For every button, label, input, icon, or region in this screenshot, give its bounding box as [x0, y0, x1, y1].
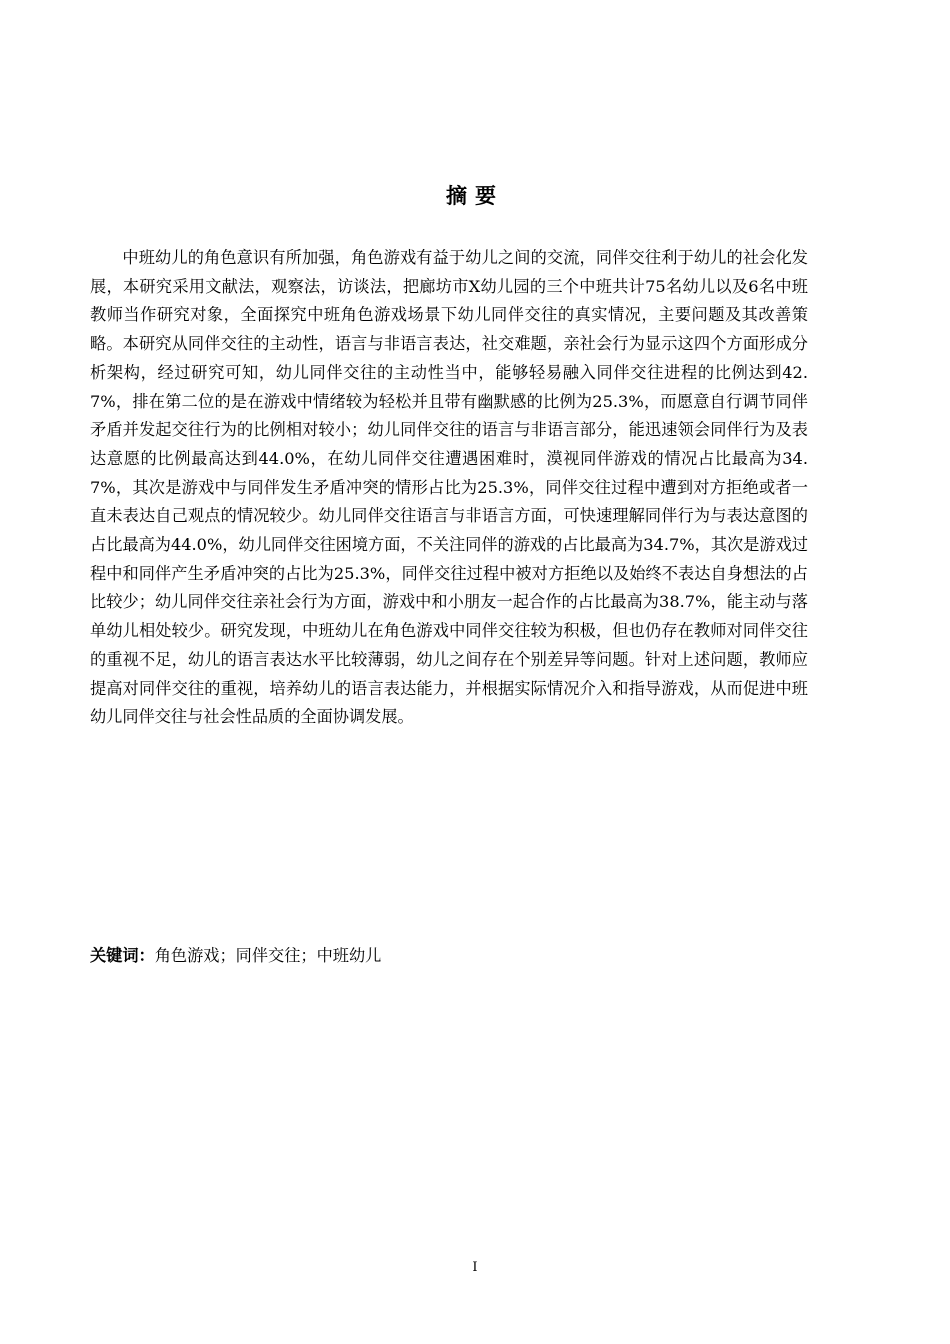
keywords-line [90, 942, 808, 970]
keywords-list: 角色游戏；同伴交往；中班幼儿 [154, 946, 382, 965]
keywords-label: 关键词： [90, 946, 155, 965]
page-number: I [472, 1260, 478, 1275]
abstract-paragraph: 中班幼儿的角色意识有所加强，角色游戏有益于幼儿之间的交流，同伴交往利于幼儿的社会化发展，本研究采用文献法，观察法，访谈法，把廊坊市X幼儿园的三个中班共计75名幼儿以及6名中班教师当作研究对象，全面探究中班角色游戏场景下幼儿同伴交往的真实情况，主要问题及其改善策略。本研究从同伴交往的主动性，语言与非语言表达，社交难题，亲社会行为显示这四个方面形成分析架构，经过研究可知，幼儿同伴交往的主动性当中，能够轻易融入同伴交往进程的比例达到42.7%，排在第二位的是在游戏中情绪较为轻松并且带有幽默感的比例为25.3%，而愿意自行调节同伴矛盾并发起交往行为的比例相对较小；幼儿同伴交往的语言与非语言部分，能迅速领会同伴行为及表达意愿的比例最高达到44.0%，在幼儿同伴交往遭遇困难时，漠视同伴游戏的情况占比最高为34.7%，其次是游戏中与同伴发生矛盾冲突的情形占比为25.3%，同伴交往过程中遭到对方拒绝或者一直未表达自己观点的情况较少。幼儿同伴交往语言与非语言方面，可快速理解同伴行为与表达意图的占比最高为44.0%，幼儿同伴交往困境方面，不关注同伴的游戏的占比最高为34.7%，其次是游戏过程中和同伴产生矛盾冲突的占比为25.3%，同伴交往过程中被对方拒绝以及始终不表达自身想法的占比较少；幼儿同伴交往亲社会行为方面，游戏中和小朋友一起合作的占比最高为38.7%，能主动与落单幼儿相处较少。研究发现，中班幼儿在角色游戏中同伴交往较为积极，但也仍存在教师对同伴交往的重视不足，幼儿的语言表达水平比较薄弱，幼儿之间存在个别差异等问题。针对上述问题，教师应提高对同伴交往的重视，培养幼儿的语言表达能力，并根据实际情况介入和指导游戏，从而促进中班幼儿同伴交往与社会性品质的全面协调发展。 [90, 248, 808, 727]
abstract-title: 摘要 [446, 184, 504, 208]
